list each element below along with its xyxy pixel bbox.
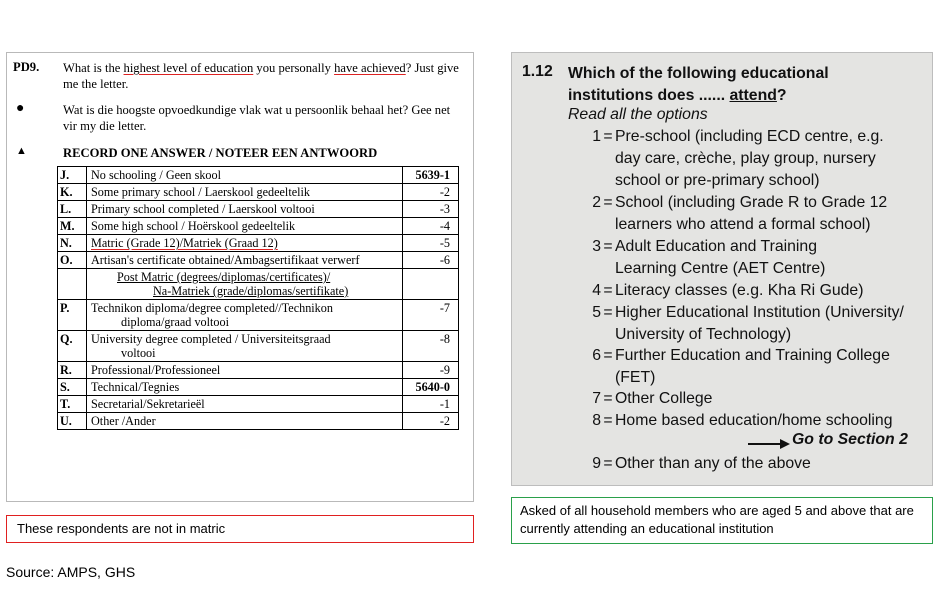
table-row[interactable]	[58, 331, 459, 362]
option-number: 1	[592, 128, 601, 145]
option-text: Pre-school (including ECD centre, e.g.	[615, 128, 884, 145]
table-row-subheader	[58, 269, 459, 300]
row-code: -1	[403, 396, 459, 413]
table-row[interactable]	[58, 396, 459, 413]
question-af-text: Wat is die hoogste opvoedkundige vlak wat u persoonlik behaal het? Gee net vir my die letter.	[63, 103, 451, 133]
row-label-cell	[87, 269, 403, 300]
option-7[interactable]	[586, 388, 931, 410]
right-annotation-box: Asked of all household members who are aged 5 and above that are currently attending an educational institution	[511, 497, 933, 544]
table-row[interactable]	[58, 413, 459, 430]
question-en-highlight: highest level of education	[123, 61, 254, 75]
option-equals: =	[603, 194, 613, 211]
row-letter: R.	[58, 362, 87, 379]
question-en-highlight: have achieved	[334, 61, 406, 75]
row-letter: S.	[58, 379, 87, 396]
row-label: Secretarial/Sekretarieël	[87, 396, 403, 413]
table-row[interactable]	[58, 201, 459, 218]
question-title	[568, 63, 908, 107]
table-row[interactable]	[58, 184, 459, 201]
option-text: Higher Educational Institution (University/	[615, 304, 904, 321]
row-label-line-2: voltooi	[121, 346, 156, 360]
go-to-section-link[interactable]: Go to Section 2	[792, 431, 908, 448]
row-label: Technical/Tegnies	[87, 379, 403, 396]
option-text: Adult Education and Training	[615, 238, 817, 255]
question-code: PD9.	[13, 60, 40, 74]
row-letter	[58, 269, 87, 300]
option-equals: =	[603, 304, 613, 321]
option-equals: =	[603, 455, 613, 472]
record-instruction: RECORD ONE ANSWER / NOTEER EEN ANTWOORD	[63, 146, 378, 160]
option-text-cont: day care, crèche, play group, nursery	[615, 149, 876, 167]
option-equals: =	[603, 282, 613, 299]
option-number: 5	[592, 304, 601, 321]
row-letter: L.	[58, 201, 87, 218]
option-4[interactable]	[586, 280, 931, 302]
option-text: School (including Grade R to Grade 12	[615, 194, 888, 211]
question-en-part: What is the	[63, 61, 124, 75]
row-label: Some high school / Hoërskool gedeeltelik	[87, 218, 403, 235]
table-row[interactable]	[58, 300, 459, 331]
row-letter: J.	[58, 167, 87, 184]
row-letter: T.	[58, 396, 87, 413]
option-6[interactable]	[586, 345, 931, 389]
row-code: -5	[403, 235, 459, 252]
option-text: Home based education/home schooling	[615, 412, 893, 429]
table-row[interactable]	[58, 235, 459, 252]
option-equals: =	[603, 238, 613, 255]
option-2[interactable]	[586, 192, 931, 236]
row-label: No schooling / Geen skool	[87, 167, 403, 184]
row-label-line-1: Technikon diploma/degree completed//Technikon	[91, 301, 333, 315]
row-code: -3	[403, 201, 459, 218]
option-text: Further Education and Training College	[615, 347, 890, 364]
row-letter: M.	[58, 218, 87, 235]
table-row[interactable]	[58, 252, 459, 269]
row-label: Some primary school / Laerskool gedeeltelik	[87, 184, 403, 201]
option-number: 3	[592, 238, 601, 255]
row-letter: P.	[58, 300, 87, 331]
option-number: 6	[592, 347, 601, 364]
question-en-text	[63, 60, 467, 92]
row-code: -6	[403, 252, 459, 269]
post-matric-line-1: Post Matric (degrees/diplomas/certificates)/	[117, 270, 331, 284]
option-3[interactable]	[586, 236, 931, 280]
row-code: -4	[403, 218, 459, 235]
row-letter: K.	[58, 184, 87, 201]
read-instruction: Read all the options	[568, 106, 708, 123]
row-letter: U.	[58, 413, 87, 430]
option-1[interactable]	[586, 126, 931, 191]
option-equals: =	[603, 128, 613, 145]
table-row[interactable]	[58, 167, 459, 184]
question-title-mark: ?	[776, 87, 787, 104]
row-code: -2	[403, 184, 459, 201]
row-label: Primary school completed / Laerskool voltooi	[87, 201, 403, 218]
table-row[interactable]	[58, 362, 459, 379]
row-label: Professional/Professioneel	[87, 362, 403, 379]
table-row[interactable]	[58, 218, 459, 235]
row-code: 5640-0	[403, 379, 459, 396]
answer-table	[57, 166, 459, 430]
option-text-cont: Learning Centre (AET Centre)	[615, 259, 826, 277]
row-code: -7	[403, 300, 459, 331]
question-title-attend: attend	[729, 87, 777, 104]
option-number: 2	[592, 194, 601, 211]
option-9[interactable]	[586, 453, 931, 475]
left-annotation-box: These respondents are not in matric	[6, 515, 474, 543]
option-text: Other than any of the above	[615, 455, 811, 472]
row-label-cell	[87, 235, 403, 252]
option-text: Other College	[615, 390, 713, 407]
row-label: Artisan's certificate obtained/Ambagsertifikaat verwerf	[87, 252, 403, 269]
source-caption: Source: AMPS, GHS	[6, 564, 136, 580]
option-text-cont: learners who attend a formal school)	[615, 215, 871, 233]
question-title-part: Which of the following educational institutions does ......	[568, 65, 829, 104]
option-equals: =	[603, 347, 613, 364]
row-label-line-1: University degree completed / Universiteitsgraad	[91, 332, 331, 346]
table-row[interactable]	[58, 379, 459, 396]
row-letter: O.	[58, 252, 87, 269]
row-code: -9	[403, 362, 459, 379]
row-code: 5639-1	[403, 167, 459, 184]
option-text-cont: school or pre-primary school)	[615, 171, 820, 189]
option-number: 9	[592, 455, 601, 472]
row-code: -2	[403, 413, 459, 430]
q112-questionnaire	[511, 52, 933, 486]
option-text-cont: University of Technology)	[615, 325, 792, 343]
row-letter: Q.	[58, 331, 87, 362]
option-number: 7	[592, 390, 601, 407]
triangle-icon: ▲	[16, 145, 27, 157]
row-code: -8	[403, 331, 459, 362]
row-label-cell	[87, 300, 403, 331]
row-label-matric: Matric (Grade 12)/Matriek (Graad 12)	[91, 236, 278, 250]
bullet-icon: ●	[16, 101, 25, 116]
option-number: 8	[592, 412, 601, 429]
row-letter: N.	[58, 235, 87, 252]
option-5[interactable]	[586, 302, 931, 346]
option-number: 4	[592, 282, 601, 299]
row-code	[403, 269, 459, 300]
option-text-cont: (FET)	[615, 368, 656, 386]
post-matric-line-2: Na-Matriek (grade/diplomas/sertifikate)	[153, 284, 349, 298]
option-8[interactable]	[586, 410, 931, 432]
arrow-right-icon	[748, 439, 792, 449]
option-equals: =	[603, 390, 613, 407]
row-label: Other /Ander	[87, 413, 403, 430]
row-label-cell	[87, 331, 403, 362]
option-equals: =	[603, 412, 613, 429]
question-number: 1.12	[522, 63, 553, 80]
question-en-part: ? Just give me the letter.	[63, 61, 459, 91]
pd9-questionnaire	[6, 52, 474, 502]
option-text: Literacy classes (e.g. Kha Ri Gude)	[615, 282, 864, 299]
row-label-line-2: diploma/graad voltooi	[121, 315, 229, 329]
question-en-part: you personally	[253, 61, 335, 75]
